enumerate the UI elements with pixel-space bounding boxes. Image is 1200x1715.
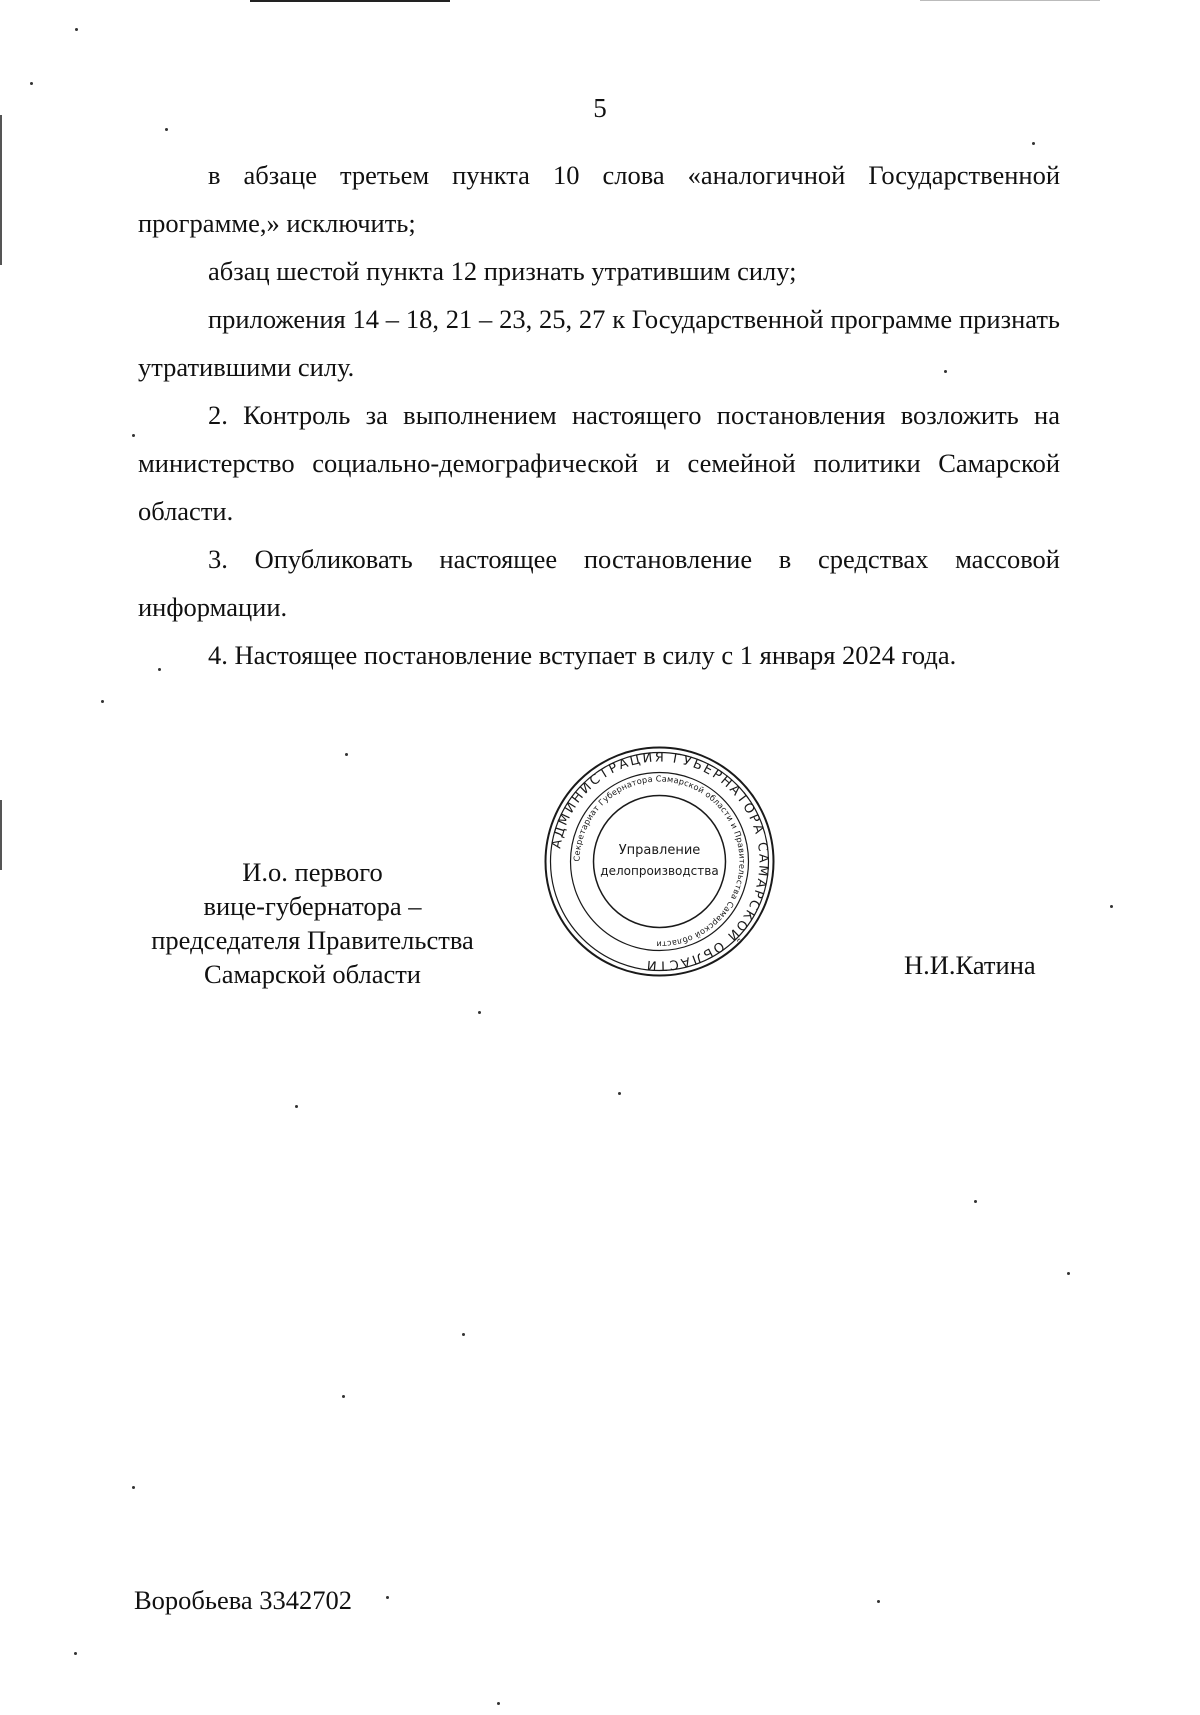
seal-center-line: Управление <box>618 843 701 858</box>
official-seal <box>542 744 777 979</box>
paragraph: 4. Настоящее постановление вступает в силу с 1 января 2024 года. <box>208 640 957 670</box>
executor-contact: Воробьева 3342702 <box>134 1585 353 1615</box>
document-body <box>138 151 1060 679</box>
scan-speck <box>944 370 947 373</box>
scan-speck <box>1110 905 1113 908</box>
signatory-title-line: председателя Правительства <box>151 925 474 955</box>
scan-edge-mark <box>0 115 2 265</box>
page-number: 5 <box>593 93 607 123</box>
scan-speck <box>342 1395 345 1398</box>
svg-text:Секретариат Губернатора Самарс <box>571 773 747 949</box>
scan-speck <box>165 128 168 131</box>
scan-speck <box>877 1600 880 1603</box>
scan-edge-mark <box>330 0 450 2</box>
seal-center-line: делопроизводства <box>600 864 719 878</box>
signatory-title-line: Самарской области <box>204 959 421 989</box>
signatory-title-line: вице-губернатора – <box>203 891 422 921</box>
signatory-title-line: И.о. первого <box>242 857 383 887</box>
scan-speck <box>1067 1272 1070 1275</box>
paragraph: 3. Опубликовать настоящее постановление в средствах массовой информации. <box>138 544 1060 622</box>
scan-speck <box>462 1333 465 1336</box>
seal-graphic <box>542 744 777 979</box>
paragraph: в абзаце третьем пункта 10 слова «аналогичной Государственной программе,» исключить; <box>138 160 1060 238</box>
signatory-name: Н.И.Катина <box>904 950 1036 980</box>
paragraph: абзац шестой пункта 12 признать утратившим силу; <box>208 256 797 286</box>
scan-speck <box>345 753 348 756</box>
seal-outer-text: АДМИНИСТРАЦИЯ ГУБЕРНАТОРА САМАРСКОЙ ОБЛАСТИ <box>549 750 771 973</box>
scan-speck <box>974 1200 977 1203</box>
scan-speck <box>101 700 104 703</box>
scan-edge-mark <box>0 800 2 870</box>
seal-middle-text: Секретариат Губернатора Самарской области и Правительства Самарской области <box>571 773 748 950</box>
scan-speck <box>497 1702 500 1705</box>
scan-speck <box>132 434 135 437</box>
scan-speck <box>295 1105 298 1108</box>
scan-speck <box>618 1092 621 1095</box>
scan-speck <box>1032 142 1035 145</box>
scan-edge-mark <box>250 0 330 2</box>
signatory-title <box>140 855 485 991</box>
scan-speck <box>30 82 33 85</box>
scan-speck <box>478 1011 481 1014</box>
paragraph: приложения 14 – 18, 21 – 23, 25, 27 к Государственной программе признать утратившими силу. <box>138 304 1060 382</box>
scan-speck <box>75 28 78 31</box>
paragraph: 2. Контроль за выполнением настоящего постановления возложить на министерство социально-демографической и семейной политики Самарской области. <box>138 400 1060 526</box>
scan-speck <box>386 1596 389 1599</box>
scan-edge-mark <box>920 0 1100 1</box>
scan-speck <box>74 1652 77 1655</box>
scan-speck <box>158 668 161 671</box>
scan-speck <box>132 1486 135 1489</box>
